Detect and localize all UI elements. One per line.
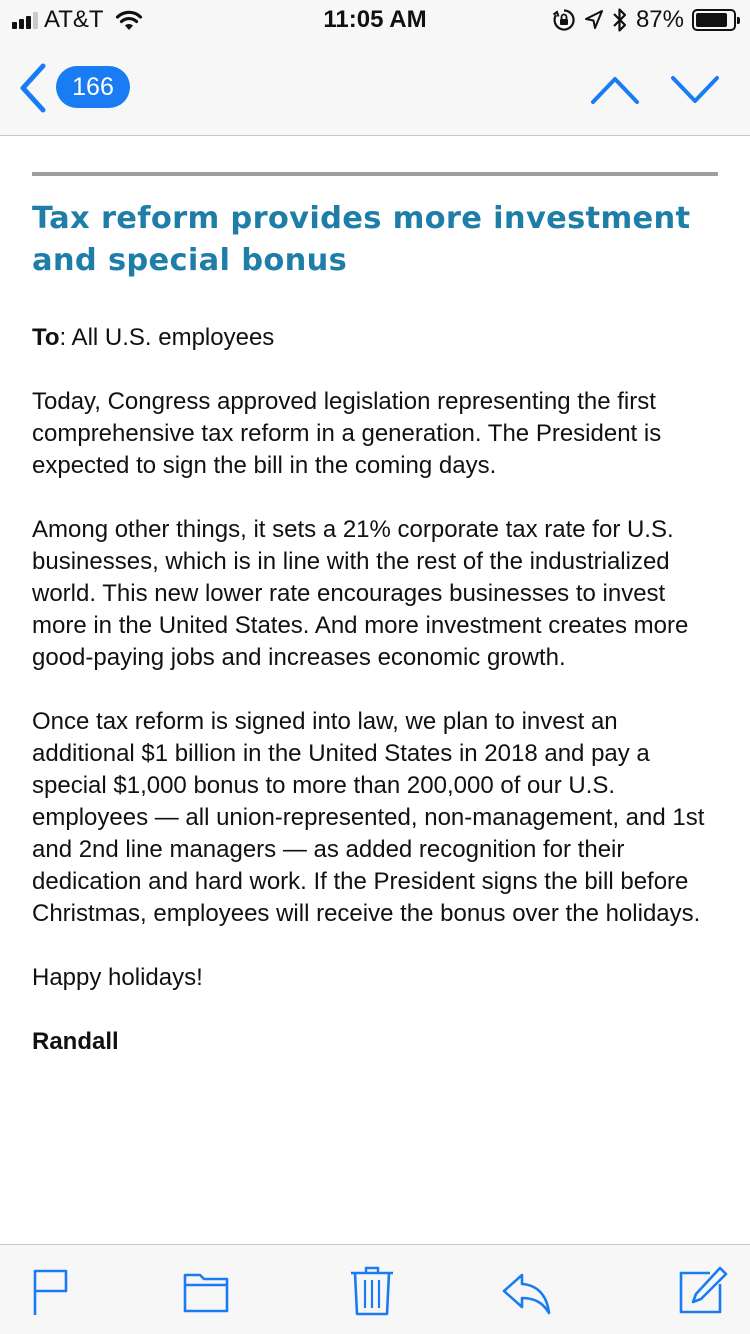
nav-bar — [0, 40, 750, 136]
status-left — [12, 6, 144, 34]
body-paragraph-3: Once tax reform is signed into law, we plan to invest an additional $1 billion in the United States in 2018 and pay a special $1,000 bonus to more than 200,000 of our U.S. employees — all union-represented, non-management, and 1st and 2nd line managers — as added recognition for their dedication and hard work. If the President signs the bill before Christmas, employees will receive the bonus over the holidays. — [32, 708, 705, 927]
bottom-toolbar — [0, 1244, 750, 1334]
signal-icon — [12, 11, 38, 29]
previous-message-icon[interactable] — [588, 70, 642, 110]
body-paragraph-2: Among other things, it sets a 21% corporate tax rate for U.S. businesses, which is in line with the rest of the industrialized world. This new lower rate encourages businesses to invest more in the United States. And more investment creates more good-paying jobs and increases economic growth. — [32, 516, 689, 671]
location-icon — [584, 9, 604, 31]
recipient-value: : All U.S. employees — [59, 324, 275, 351]
status-right — [552, 6, 736, 34]
email-title: Tax reform provides more investment and special bonus — [32, 201, 691, 278]
flag-icon[interactable] — [28, 1265, 80, 1317]
closing-line: Happy holidays! — [32, 964, 203, 991]
carrier-name: AT&T — [44, 6, 104, 33]
back-chevron-icon[interactable] — [14, 60, 54, 116]
trash-icon[interactable] — [346, 1265, 398, 1317]
compose-icon[interactable] — [676, 1265, 728, 1317]
recipient-line — [32, 322, 718, 354]
status-time: 11:05 AM — [323, 6, 427, 33]
folder-icon[interactable] — [180, 1265, 232, 1317]
message-count-badge[interactable]: 166 — [56, 66, 130, 108]
orientation-lock-icon — [552, 8, 576, 32]
email-body — [32, 136, 718, 1058]
wifi-icon — [114, 8, 144, 32]
battery-percent: 87% — [635, 6, 684, 33]
recipient-label: To — [32, 324, 60, 351]
signature: Randall — [32, 1028, 119, 1055]
bluetooth-icon — [612, 7, 628, 33]
battery-fill — [696, 13, 727, 27]
reply-icon[interactable] — [500, 1265, 552, 1317]
status-bar — [0, 0, 750, 40]
next-message-icon[interactable] — [668, 70, 722, 110]
body-paragraph-1: Today, Congress approved legislation representing the first comprehensive tax reform in a generation. The President is expected to sign the bill in the coming days. — [32, 388, 662, 479]
header-divider — [32, 172, 718, 176]
battery-icon — [692, 9, 736, 31]
